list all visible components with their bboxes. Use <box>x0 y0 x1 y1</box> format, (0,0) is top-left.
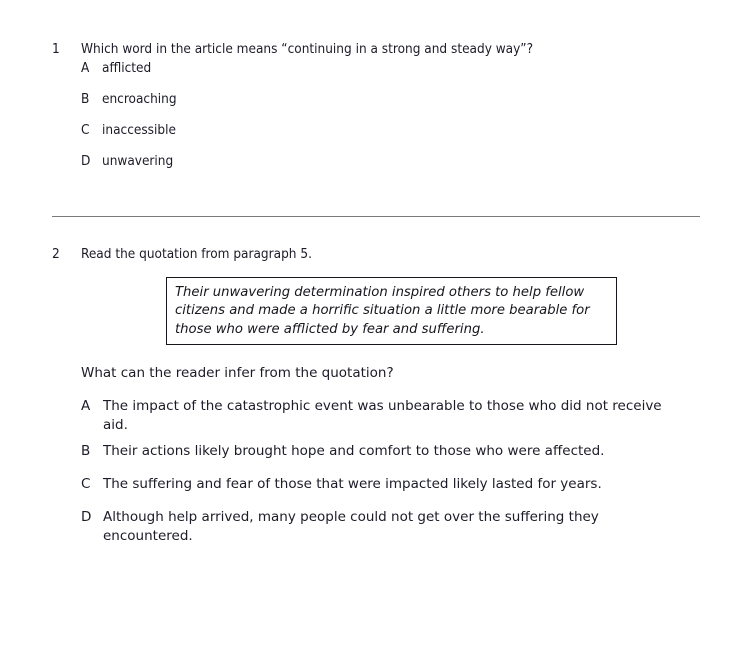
question-2-block <box>0 245 738 264</box>
option-text: afflicted <box>102 60 152 76</box>
question-1-stem-row <box>0 40 738 59</box>
option-text: encroaching <box>102 91 177 107</box>
option-text: Their actions likely brought hope and comfort to those who were affected. <box>103 443 605 459</box>
question-2-option-a[interactable] <box>0 397 738 442</box>
quotation-box <box>166 277 617 345</box>
question-1-block <box>0 40 738 183</box>
question-2-stem-row <box>0 245 738 264</box>
question-1-option-a[interactable] <box>0 59 738 90</box>
question-1-prompt: Which word in the article means “continuing in a strong and steady way”? <box>81 41 534 57</box>
option-letter: C <box>81 476 91 492</box>
option-letter: B <box>81 91 90 107</box>
question-2-option-d[interactable] <box>0 508 738 553</box>
option-letter: C <box>81 122 90 138</box>
question-2-options <box>0 397 738 553</box>
option-letter: A <box>81 398 91 414</box>
option-letter: A <box>81 60 90 76</box>
option-letter: D <box>81 153 91 169</box>
question-1-option-b[interactable] <box>0 90 738 121</box>
question-1-option-d[interactable] <box>0 152 738 183</box>
option-text: unwavering <box>102 153 174 169</box>
question-1-option-c[interactable] <box>0 121 738 152</box>
quotation-text: Their unwavering determination inspired others to help fellow citizens and made a horrific situation a little more bearable for those who were afflicted by fear and suffering. <box>175 285 590 337</box>
question-1-number: 1 <box>52 41 60 57</box>
option-letter: D <box>81 509 92 525</box>
option-text: Although help arrived, many people could not get over the suffering they encountered. <box>103 509 599 544</box>
question-2-prompt-2: What can the reader infer from the quotation? <box>81 365 394 381</box>
option-text: The impact of the catastrophic event was unbearable to those who did not receive aid. <box>103 398 662 433</box>
question-2-option-b[interactable] <box>0 442 738 475</box>
question-2-number: 2 <box>52 246 60 262</box>
question-2-prompt: Read the quotation from paragraph 5. <box>81 246 312 262</box>
option-text: The suffering and fear of those that were impacted likely lasted for years. <box>103 476 602 492</box>
option-text: inaccessible <box>102 122 176 138</box>
question-2-option-c[interactable] <box>0 475 738 508</box>
section-divider <box>52 216 700 217</box>
option-letter: B <box>81 443 91 459</box>
